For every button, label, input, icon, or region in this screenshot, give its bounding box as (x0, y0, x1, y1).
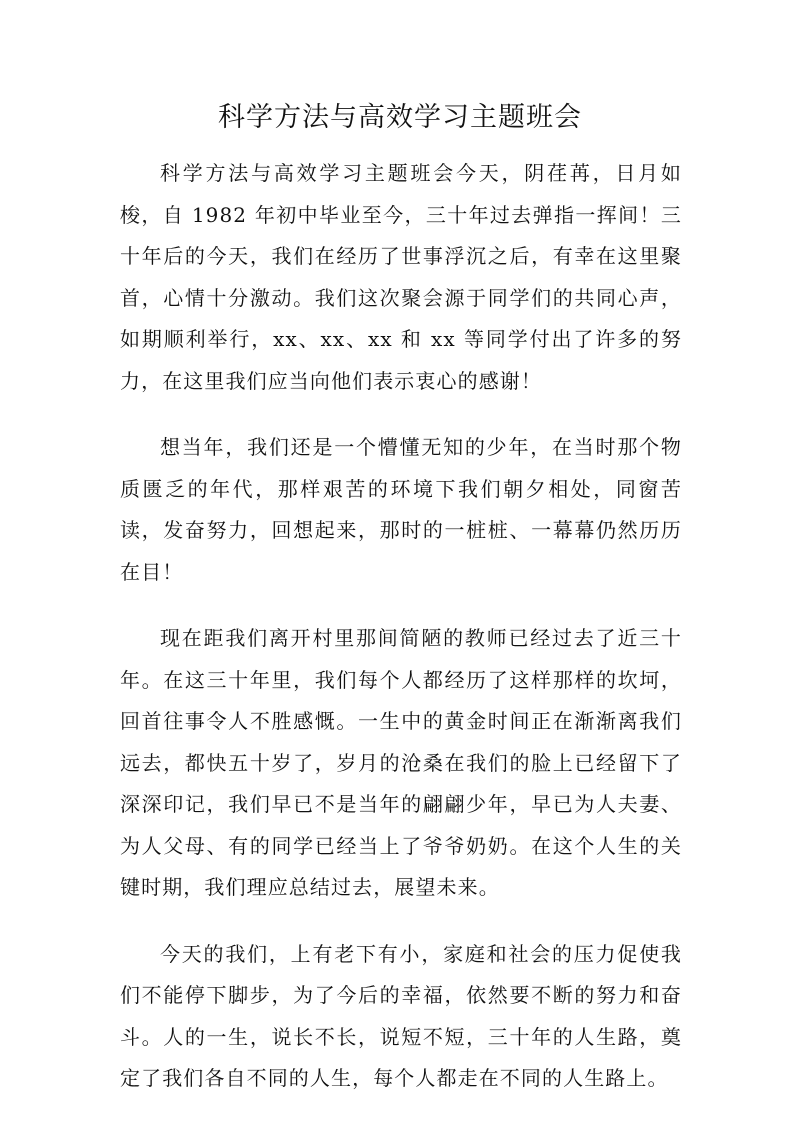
paragraph-3: 现在距我们离开村里那间简陋的教师已经过去了近三十年。在这三十年里，我们每个人都经历了这样那样的坎坷，回首往事令人不胜感慨。一生中的黄金时间正在渐渐离我们远去，都快五十岁了，岁月的沧桑在我们的脸上已经留下了深深印记，我们早已不是当年的翩翩少年，早已为人夫妻、为人父母、有的同学已经当上了爷爷奶奶。在这个人生的关键时期，我们理应总结过去，展望未来。 (120, 626, 682, 899)
paragraph-4: 今天的我们，上有老下有小，家庭和社会的压力促使我们不能停下脚步，为了今后的幸福，依然要不断的努力和奋斗。人的一生，说长不长，说短不短，三十年的人生路，奠定了我们各自不同的人生，每个人都走在不同的人生路上。 (120, 941, 682, 1090)
document-title: 科学方法与高效学习主题班会 (218, 102, 582, 133)
document-body (120, 153, 682, 1125)
paragraph-2: 想当年，我们还是一个懵懂无知的少年，在当时那个物质匮乏的年代，那样艰苦的环境下我们朝夕相处，同窗苦读，发奋努力，回想起来，那时的一桩桩、一幕幕仍然历历在目！ (120, 435, 682, 584)
paragraph-1: 科学方法与高效学习主题班会今天，阴荏苒，日月如梭，自 1982 年初中毕业至今，三十年过去弹指一挥间！三十年后的今天，我们在经历了世事浮沉之后，有幸在这里聚首，心情十分激动。我们这次聚会源于同学们的共同心声，如期顺利举行，xx、xx、xx 和 xx 等同学付出了许多的努力，在这里我们应当向他们表示衷心的感谢！ (120, 161, 682, 393)
